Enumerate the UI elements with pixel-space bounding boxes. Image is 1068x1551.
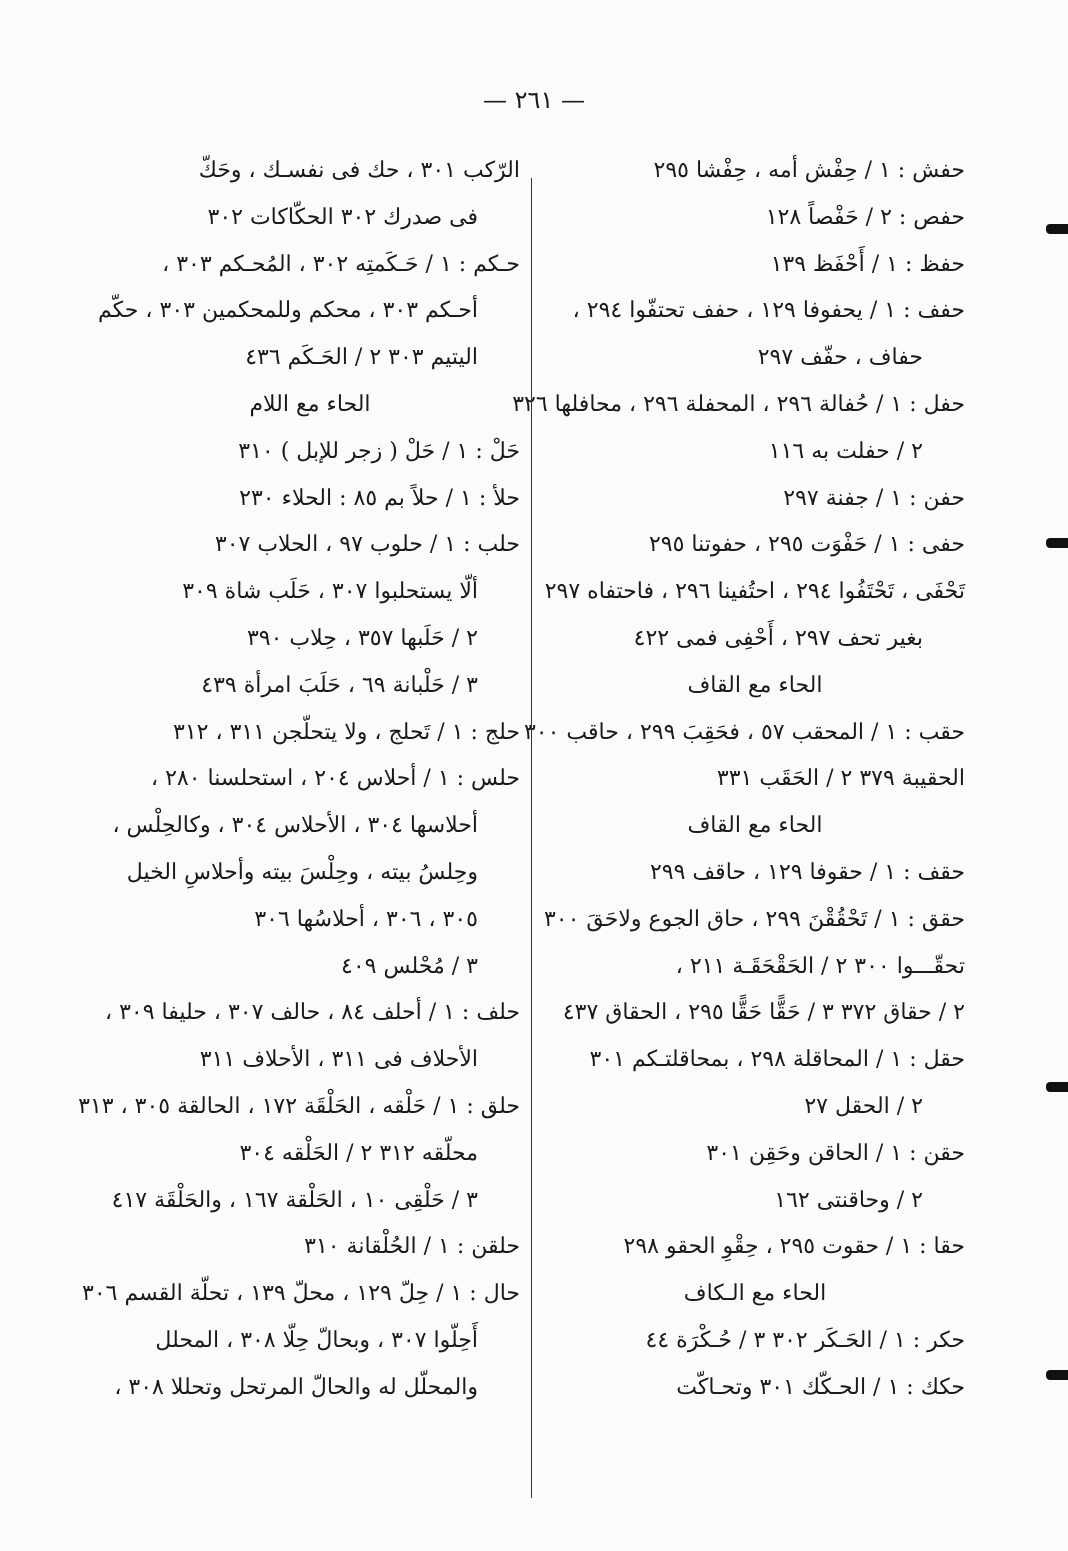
index-entry-line: حفاف ، حفّف ٢٩٧: [757, 345, 923, 371]
index-entry-line: ألّا يستحلبوا ٣٠٧ ، حَلَب شاة ٣٠٩: [182, 579, 478, 605]
index-entry-line: والمحلّل له والحالّ المرتحل وتحللا ٣٠٨ ،: [114, 1374, 478, 1400]
index-entry-line: الرّكب ٣٠١ ، حك فى نفسـك ، وحَكّ: [198, 158, 520, 183]
index-entry-line: حقن : ١ / الحاقن وحَقِن ٣٠١: [706, 1140, 965, 1166]
section-heading: الحاء مع القاف: [687, 813, 823, 839]
index-entry-line: حفن : ١ / جفنة ٢٩٧: [783, 485, 965, 511]
column-divider: [531, 178, 532, 1498]
index-entry-line: حفص : ٢ / حَفْصاً ١٢٨: [765, 204, 965, 230]
index-entry-line: حقق : ١ / تَحْقُقْنَ ٢٩٩ ، حاق الجوع ولاحَقَ ٣٠٠: [543, 906, 965, 932]
margin-mark: [1046, 538, 1068, 548]
index-entry-line: أَحِلّوا ٣٠٧ ، وبحالّ حِلّا ٣٠٨ ، المحلل: [155, 1327, 478, 1353]
section-heading: الحاء مع اللام: [249, 391, 371, 417]
index-entry-line: حقب : ١ / المحقب ٥٧ ، فحَقِبَ ٢٩٩ ، حاقب ٣٠٠: [523, 719, 965, 745]
index-entry-line: حفف : ١ / يحفوفا ١٢٩ ، حفف تحتفّوا ٢٩٤ ،: [572, 298, 965, 324]
index-entry-line: حقا : ١ / حقوت ٢٩٥ ، حِقْوِ الحقو ٢٩٨: [623, 1234, 965, 1260]
index-entry-line: حال : ١ / حِلّ ١٢٩ ، محلّ ١٣٩ ، تحلّة القسم ٣٠٦: [82, 1281, 520, 1307]
index-entry-line: حكر : ١ / الحَـكَر ٣٠٢ ٣ / حُـكْرَة ٤٤: [645, 1327, 965, 1353]
index-entry-line: حَلْ : ١ / حَلْ ( زجر للإبل ) ٣١٠: [238, 438, 520, 464]
margin-mark: [1046, 1370, 1068, 1380]
index-entry-line: حقل : ١ / المحاقلة ٢٩٨ ، بمحاقلتـكم ٣٠١: [589, 1047, 965, 1073]
index-entry-line: حلأ : ١ / حلاً بم ٨٥ : الحلاء ٢٣٠: [239, 485, 520, 511]
index-entry-line: حفل : ١ / حُفالة ٢٩٦ ، المحفلة ٢٩٦ ، محافلها ٣٢٦: [512, 391, 965, 417]
index-entry-line: حلف : ١ / أحلف ٨٤ ، حالف ٣٠٧ ، حليفا ٣٠٩ ،: [105, 1000, 520, 1026]
index-entry-line: حفش : ١ / حِفْش أمه ، حِفْشا ٢٩٥: [653, 158, 965, 183]
index-entry-line: حفظ : ١ / أَحْفَظ ١٣٩: [770, 251, 965, 277]
index-entry-line: حقف : ١ / حقوفا ١٢٩ ، حاقف ٢٩٩: [649, 859, 965, 885]
index-entry-line: اليتيم ٣٠٣ ٢ / الحَـكَم ٤٣٦: [245, 345, 478, 371]
index-entry-line: ٣ / حَلْبانة ٦٩ ، حَلَبَ امرأة ٤٣٩: [201, 672, 478, 698]
margin-mark: [1046, 1082, 1068, 1092]
index-column-right: [512, 148, 965, 1412]
index-entry-line: ٣ / حَلْقِى ١٠ ، الحَلْقة ١٦٧ ، والحَلْقَة ٤١٧: [111, 1187, 478, 1213]
index-entry-line: حلس : ١ / أحلاس ٢٠٤ ، استحلسنا ٢٨٠ ،: [151, 766, 520, 792]
index-entry-line: وحِلسُ بيته ، وحِلْسَ بيته وأحلاسِ الخيل: [126, 859, 478, 885]
index-entry-line: فى صدرك ٣٠٢ الحكّاكات ٣٠٢: [207, 204, 478, 230]
index-entry-line: تحقّـــوا ٣٠٠ ٢ / الحَقْحَقَـة ٢١١ ،: [675, 953, 965, 979]
index-entry-line: حلب : ١ / حلوب ٩٧ ، الحلاب ٣٠٧: [214, 532, 520, 558]
section-heading: الحاء مع القاف: [687, 672, 823, 698]
index-entry-line: الحقيبة ٣٧٩ ٢ / الحَقَب ٣٣١: [716, 766, 965, 792]
section-heading: الحاء مع الـكاف: [683, 1281, 827, 1307]
index-entry-line: تَحْفَى ، تَحْتَفُوا ٢٩٤ ، احتُفينا ٢٩٦ ، فاحتفاه ٢٩٧: [544, 579, 965, 605]
index-entry-line: ٢ / الحقل ٢٧: [804, 1093, 923, 1119]
index-entry-line: ٢ / حَلَبها ٣٥٧ ، حِلاب ٣٩٠: [246, 625, 478, 651]
index-column-left: [78, 148, 520, 1412]
index-entry-line: حكك : ١ / الحـكّك ٣٠١ وتحـاكّت: [676, 1374, 965, 1400]
index-entry-line: الأحلاف فى ٣١١ ، الأحلاف ٣١١: [199, 1047, 478, 1073]
index-entry-line: حلج : ١ / تَحلج ، ولا يتحلّجن ٣١١ ، ٣١٢: [173, 719, 520, 745]
index-entry-line: ٢ / حقاق ٣٧٢ ٣ / حَقًّا حَقًّا ٢٩٥ ، الحقاق ٤٣٧: [562, 1000, 965, 1026]
index-entry-line: أحـكم ٣٠٣ ، محكم وللمحكمين ٣٠٣ ، حكّم: [98, 298, 478, 324]
index-entry-line: ٣ / مُحْلس ٤٠٩: [341, 953, 478, 979]
index-entry-line: محلّقه ٣١٢ ٢ / الحَلْقه ٣٠٤: [239, 1140, 478, 1166]
index-entry-line: بغير تحف ٢٩٧ ، أَحْفِى فمى ٤٢٢: [633, 625, 923, 651]
margin-mark: [1046, 224, 1068, 234]
index-entry-line: حـكم : ١ / حَـكَمتِه ٣٠٢ ، المُحـكم ٣٠٣ ،: [162, 251, 520, 277]
index-entry-line: أحلاسها ٣٠٤ ، الأحلاس ٣٠٤ ، وكالحِلْس ،: [112, 813, 478, 839]
index-entry-line: ٢ / حفلت به ١١٦: [768, 438, 923, 464]
index-entry-line: ٢ / وحاقنتى ١٦٢: [774, 1187, 923, 1213]
page-number: — ٢٦١ —: [483, 86, 585, 114]
index-entry-line: ٣٠٥ ، ٣٠٦ ، أحلاسُها ٣٠٦: [254, 906, 478, 932]
index-entry-line: حفى : ١ / حَفْوَت ٢٩٥ ، حفوتنا ٢٩٥: [648, 532, 965, 558]
index-entry-line: حلقن : ١ / الحُلْقانة ٣١٠: [304, 1234, 520, 1260]
index-entry-line: حلق : ١ / حَلْقه ، الحَلْقَة ١٧٢ ، الحالقة ٣٠٥ ، ٣١٣: [78, 1093, 520, 1119]
